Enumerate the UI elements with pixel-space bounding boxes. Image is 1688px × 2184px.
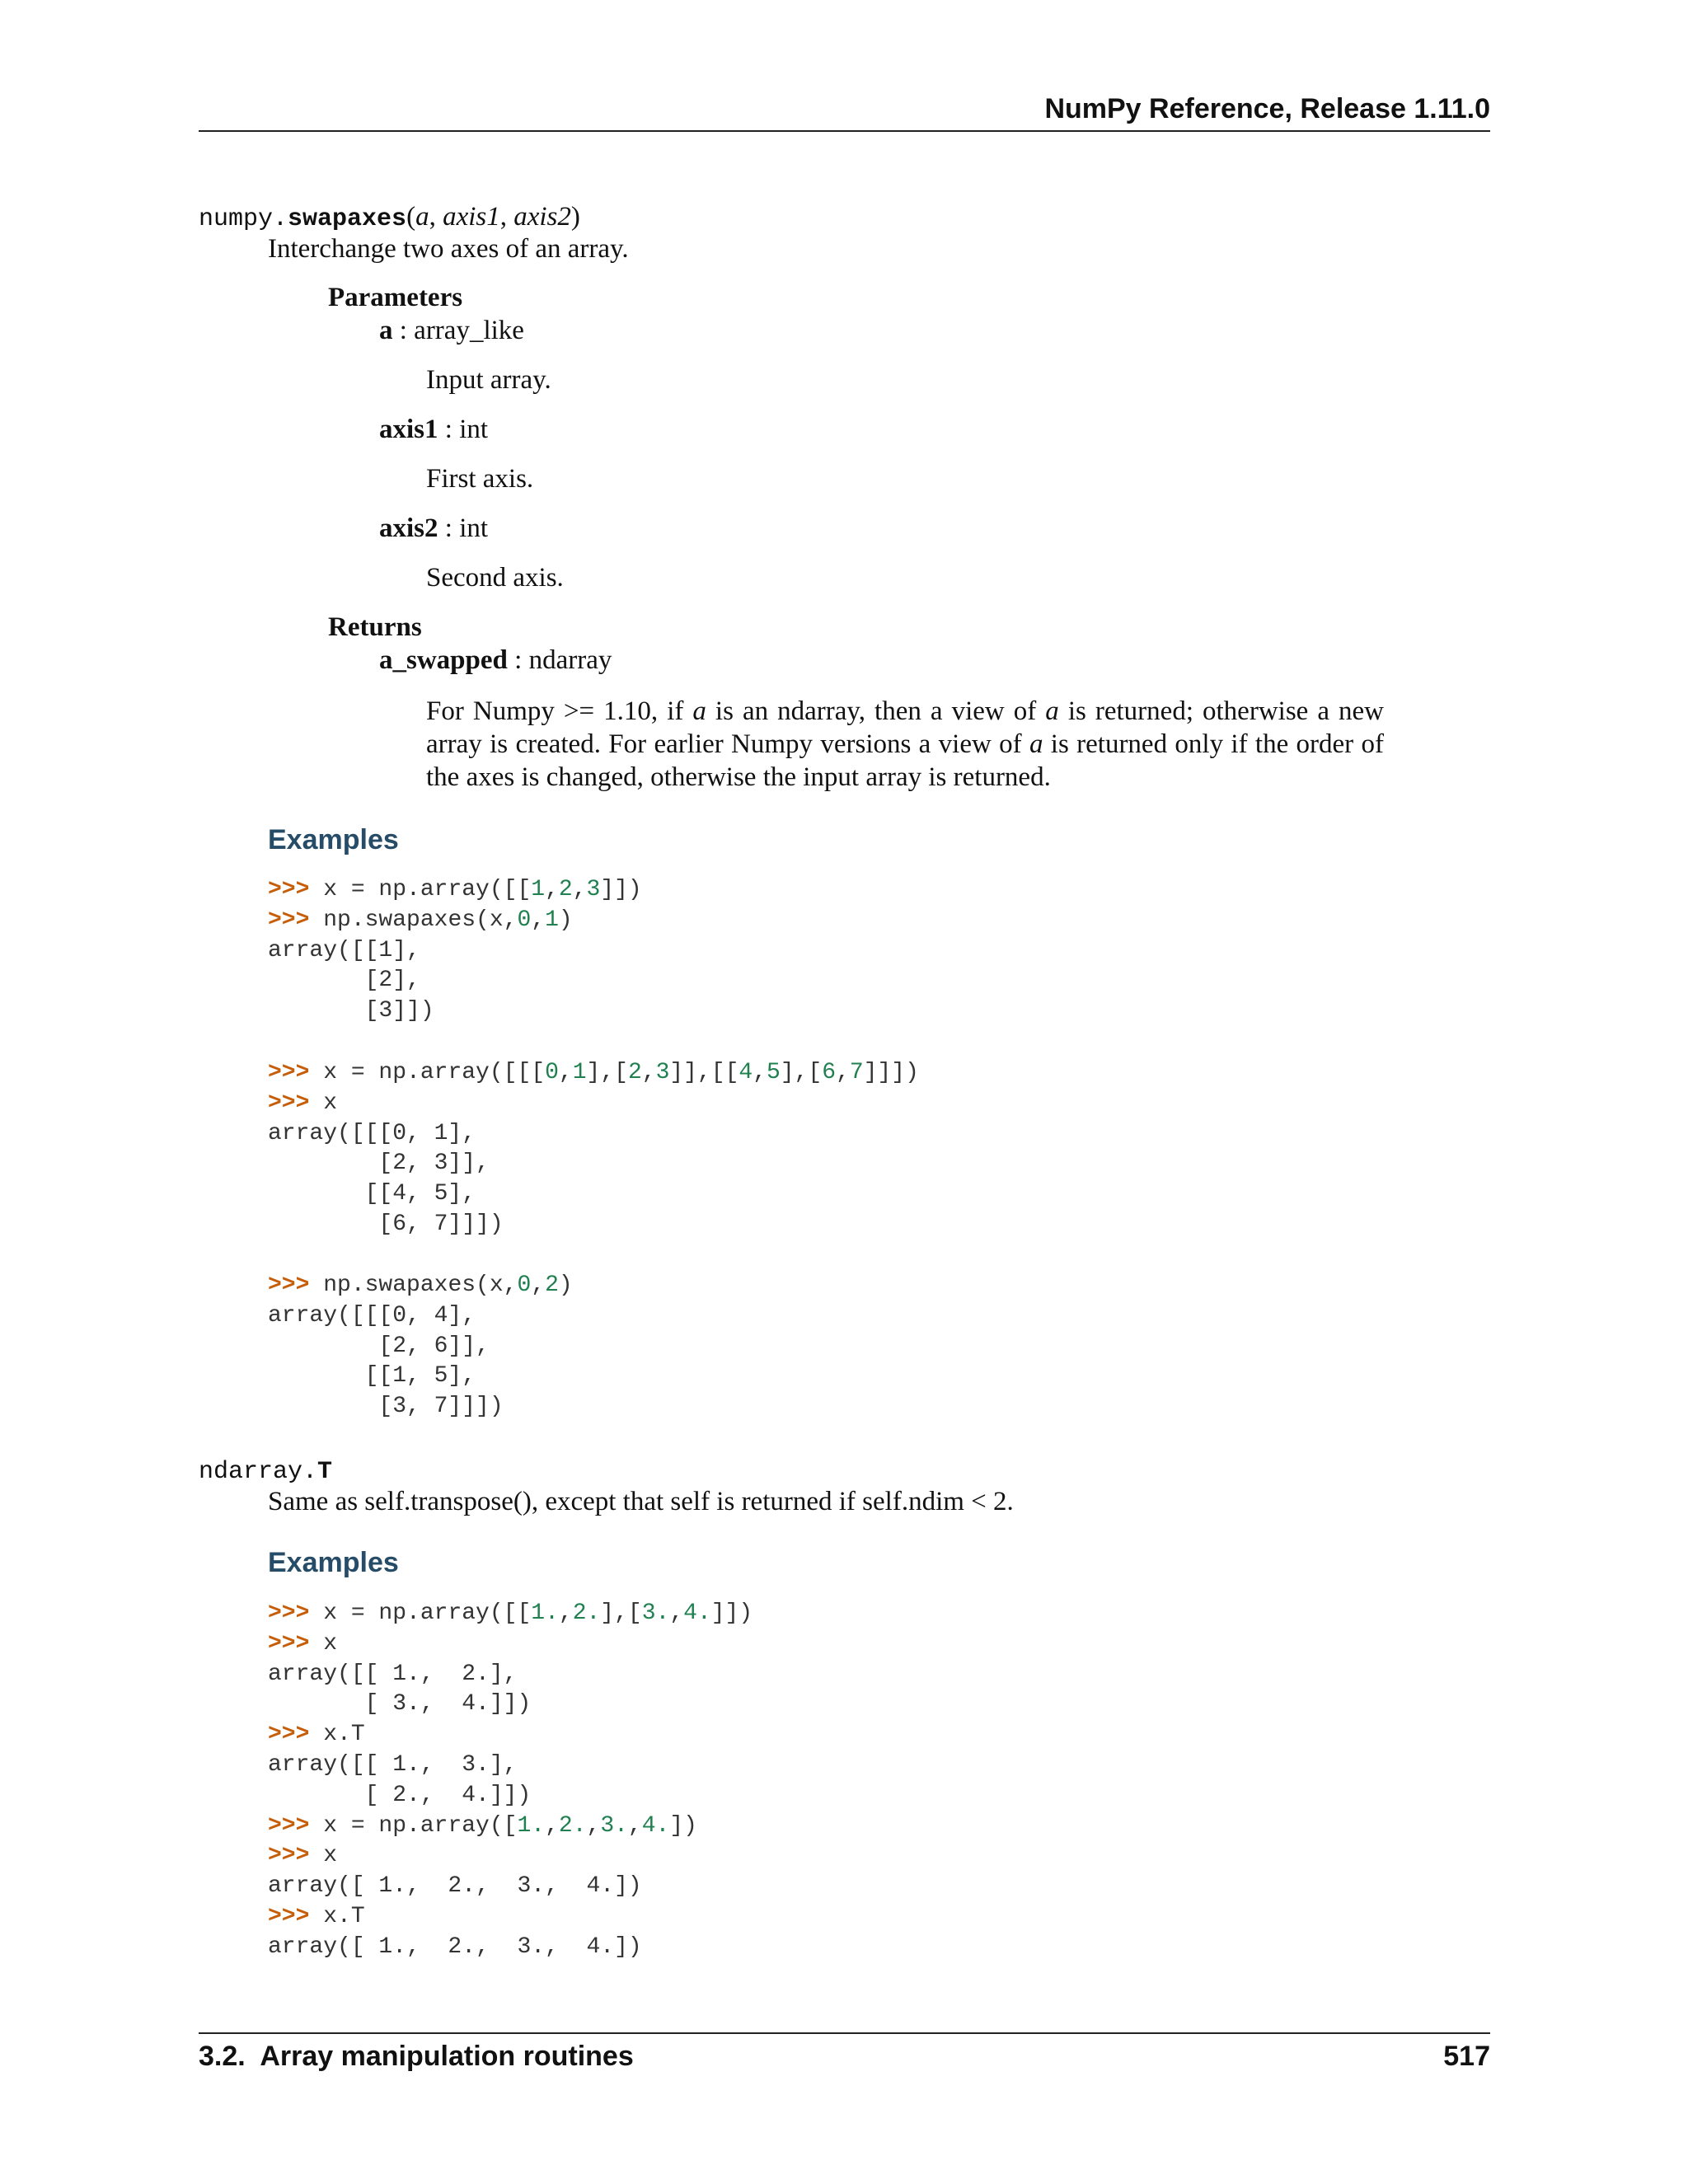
swapaxes-code-block-3: >>> np.swapaxes(x,0,2) array([[[0, 4], [2, 6]], [[1, 5], [3, 7]]]) <box>268 1272 573 1420</box>
swapaxes-examples-heading: Examples <box>268 824 399 855</box>
code-output: array([[[0, 4], [2, 6]], [[1, 5], [3, 7]]]) <box>268 1302 504 1420</box>
return-desc-var: a <box>1029 729 1043 759</box>
code-output: array([ 1., 2., 3., 4.]) <box>268 1873 642 1900</box>
code-output: array([[1], [2], [3]]) <box>268 937 434 1024</box>
return-description <box>426 695 1391 794</box>
return-desc-text: For Numpy >= 1.10, if <box>426 696 693 726</box>
param-name: a <box>379 316 393 345</box>
swapaxes-comma1: , <box>429 202 443 232</box>
param-axis1-description: First axis. <box>426 464 534 494</box>
param-name: axis1 <box>379 415 438 444</box>
swapaxes-code-block-2: >>> x = np.array([[[0,1],[2,3]],[[4,5],[6,7]]]) >>> x array([[[0, 1], [2, 3]], [[4, 5], [6, 7]]]) <box>268 1060 919 1237</box>
code-output: array([[ 1., 3.], [ 2., 4.]]) <box>268 1751 532 1808</box>
code-prompt: >>> <box>268 907 310 933</box>
code-prompt: >>> <box>268 1903 310 1929</box>
swapaxes-name: swapaxes <box>288 205 407 233</box>
param-sep: : <box>392 316 415 345</box>
swapaxes-open-paren: ( <box>406 202 416 232</box>
return-desc-text: is returned only if the order of the axes is changed, otherwise the input array is returned. <box>426 729 1391 792</box>
ndarray-T-description: Same as self.transpose(), except that self is returned if self.ndim < 2. <box>268 1487 1014 1516</box>
param-sep: : <box>438 415 460 444</box>
code-prompt: >>> <box>268 1060 310 1085</box>
return-type: ndarray <box>528 645 612 675</box>
param-sep: : <box>438 513 460 543</box>
return-desc-var: a <box>692 696 706 726</box>
swapaxes-close-paren: ) <box>570 202 580 232</box>
swapaxes-arg-a: a <box>415 202 429 232</box>
param-axis2-description: Second axis. <box>426 563 564 593</box>
param-type: array_like <box>414 316 524 345</box>
code-prompt: >>> <box>268 1601 310 1626</box>
code-prompt: >>> <box>268 877 310 902</box>
code-prompt: >>> <box>268 1812 310 1839</box>
code-output: array([[ 1., 2.], [ 3., 4.]]) <box>268 1661 532 1718</box>
code-prompt: >>> <box>268 1843 310 1869</box>
returns-heading: Returns <box>328 612 422 642</box>
ndarray-T-name: T <box>317 1458 333 1486</box>
code-prompt: >>> <box>268 1722 310 1748</box>
ndarray-T-signature <box>199 1455 332 1486</box>
code-prompt: >>> <box>268 1630 310 1657</box>
code-output: array([[[0, 1], [2, 3]], [[4, 5], [6, 7]]]) <box>268 1120 504 1237</box>
param-type: int <box>459 513 489 543</box>
header-rule <box>199 130 1490 132</box>
code-prompt: >>> <box>268 1090 310 1116</box>
code-output: array([ 1., 2., 3., 4.]) <box>268 1933 642 1960</box>
swapaxes-signature <box>199 202 580 233</box>
parameters-heading: Parameters <box>328 283 463 312</box>
swapaxes-description: Interchange two axes of an array. <box>268 234 629 264</box>
code-prompt: >>> <box>268 1272 310 1298</box>
param-name: axis2 <box>379 513 438 543</box>
return-name: a_swapped <box>379 645 508 675</box>
return-sep: : <box>507 645 529 675</box>
footer-page-number: 517 <box>1443 2041 1490 2072</box>
footer-rule <box>199 2032 1490 2034</box>
ndarray-T-module: ndarray. <box>199 1458 318 1486</box>
param-axis1 <box>379 415 488 445</box>
return-desc-text: is returned; otherwise a new array is created. For earlier Numpy versions a view of <box>426 696 1391 759</box>
ndarray-T-code-block: >>> x = np.array([[1.,2.],[3.,4.]]) >>> x array([[ 1., 2.], [ 3., 4.]]) >>> x.T array([[ 1., 3.], [ 2., 4.]]) >>> x = np.array([1.,2.,3.,4.]) >>> x array([ 1., 2., 3., 4.]) >>> x.T array([ 1., 2., 3., 4.]) <box>268 1601 753 1960</box>
return-desc-text: is an ndarray, then a view of <box>706 696 1046 726</box>
swapaxes-module: numpy. <box>199 205 288 233</box>
return-a-swapped <box>379 645 612 676</box>
footer-section-title: 3.2. Array manipulation routines <box>199 2041 634 2072</box>
ndarray-T-examples-heading: Examples <box>268 1547 399 1578</box>
return-desc-var: a <box>1045 696 1059 726</box>
swapaxes-arg-axis1: axis1 <box>443 202 500 232</box>
param-a <box>379 316 524 346</box>
swapaxes-comma2: , <box>499 202 514 232</box>
running-header-title: NumPy Reference, Release 1.11.0 <box>1044 93 1490 124</box>
swapaxes-arg-axis2: axis2 <box>513 202 571 232</box>
param-type: int <box>459 415 489 444</box>
param-a-description: Input array. <box>426 365 551 395</box>
swapaxes-code-block-1: >>> x = np.array([[1,2,3]]) >>> np.swapaxes(x,0,1) array([[1], [2], [3]]) <box>268 877 642 1024</box>
param-axis2 <box>379 513 488 544</box>
